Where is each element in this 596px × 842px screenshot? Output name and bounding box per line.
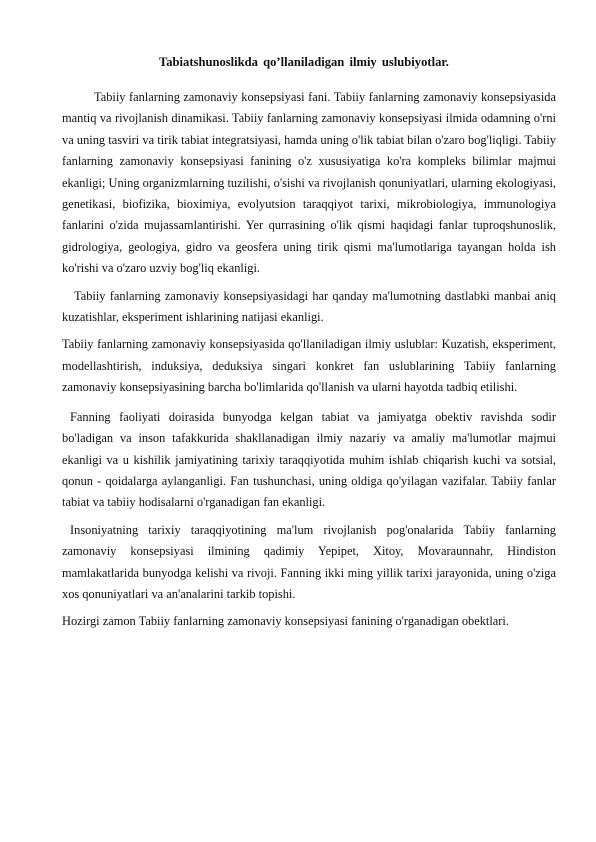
paragraph-information-sources: Tabiiy fanlarning zamonaviy konsepsiyasidagi har qanday ma'lumotning dastlabki manbai aniq kuzatishlar, eksperiment ishlarining natijasi ekanligi. — [62, 288, 556, 325]
paragraph-science-definition: Fanning faoliyati doirasida bunyodga kelgan tabiat va jamiyatga obektiv ravishda sodir bo'ladigan va inson tafakkurida shakllanadigan ilmiy nazariy va amaliy ma'lumotlar majmui ekanligi va u kishilik jamiyatining tarixiy taraqqiyotida muhim ishlab chiqarish kuchi va sotsial, qonun - qoidalarga aylanganligi. Fan tushunchasi, uning oldiga qo'yilagan vazifalar. Tabiiy fanlar tabiat va tabiiy hodisalarni o'rganadigan fan ekanligi. — [62, 409, 556, 510]
paragraph-scientific-methods: Tabiiy fanlarning zamonaviy konsepsiyasida qo'llaniladigan ilmiy uslublar: Kuzatish, eksperiment, modellashtirish, induksiya, deduksiya singari konkret fan uslublarining Tabiiy fanlarning zamonaviy konsepsiyasining barcha bo'limlarida qo'llanish va ularni hayotda tadbiq etilishi. — [62, 337, 556, 395]
paragraph-study-objects: Hozirgi zamon Tabiiy fanlarning zamonaviy konsepsiyasi fanining o'rganadigan obektlari. — [62, 614, 509, 629]
document-title: Tabiatshunoslikda qo’llaniladigan ilmiy uslubiyotlar. — [159, 55, 449, 69]
document-page — [62, 53, 556, 639]
paragraph-concept-overview: Tabiiy fanlarning zamonaviy konsepsiyasi fani. Tabiiy fanlarning zamonaviy konsepsiyasida mantiq va rivojlanish dinamikasi. Tabiiy fanlarning zamonaviy konsepsiyasi ilmida odamning o'rni va uning tasviri va tirik tabiat integratsiyasi, hamda uning o'lik tabiat bilan o'zaro bog'liqligi. Tabiiy fanlarning zamonaviy konsepsiyasi fanining o'z xususiyatiga ko'ra kompleks bilimlar majmui ekanligi; Uning organizmlarning tuzilishi, o'sishi va rivojlanish qonuniyatlari, ularning ekologiyasi, genetikasi, biofizika, bioximiya, evolyutsion taraqqiyot tarixi, mikrobiologiya, immunologiya fanlarini o'zida mujassamlantirishi. Yer qurrasining o'lik qismi haqidagi fanlar tuproqshunoslik, gidrologiya, geologiya, gidro va geosfera uning tirik qismi ma'lumotlariga tayangan holda ish ko'rishi va o'zaro uzviy bog'liq ekanligi. — [62, 90, 556, 276]
paragraph-history: Insoniyatning tarixiy taraqqiyotining ma'lum rivojlanish pog'onalarida Tabiiy fanlarning zamonaviy konsepsiyasi ilmining qadimiy Yepipet, Xitoy, Movaraunnahr, Hindiston mamlakatlarida bunyodga kelishi va rivoji. Fanning ikki ming yillik tarixi jarayonida, uning o'ziga xos qonuniyatlari va an'analarini tarkib topishi. — [62, 522, 556, 601]
